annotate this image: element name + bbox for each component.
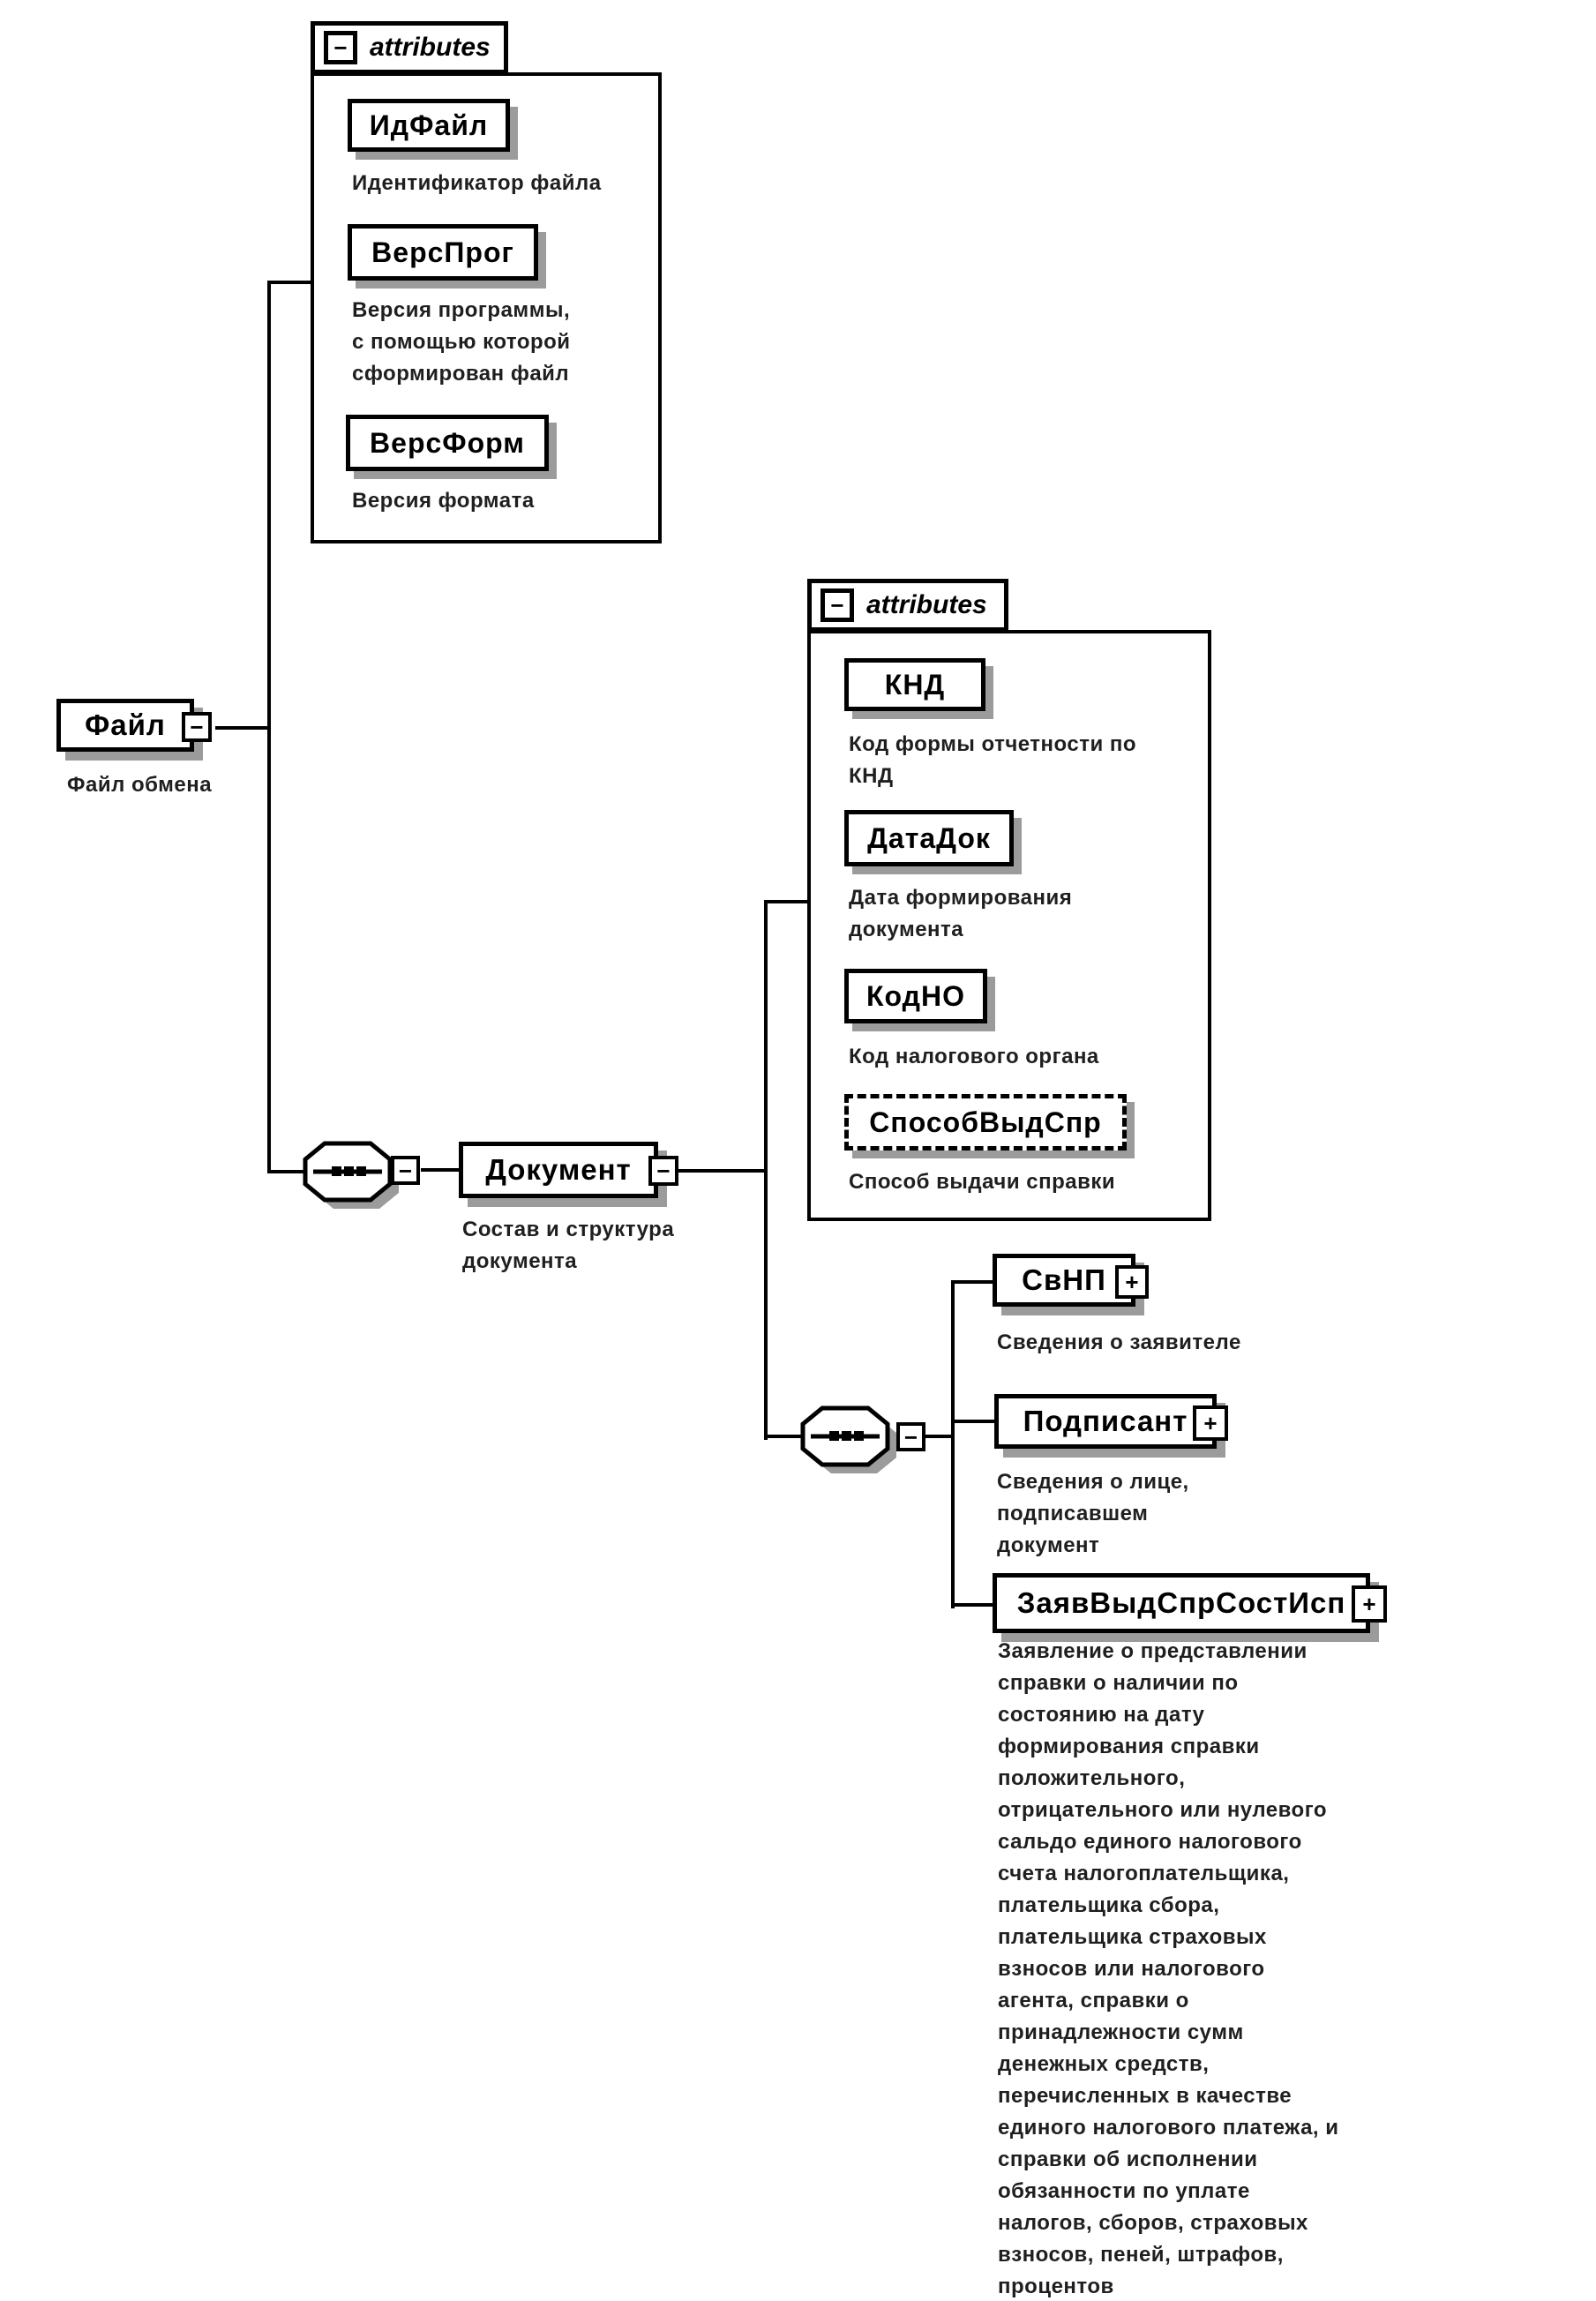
- attribute-versform-label: ВерсФорм: [370, 426, 525, 459]
- trunk-document: [764, 900, 768, 1440]
- connector-file-to-trunk: [215, 726, 270, 730]
- zayav-expand-button[interactable]: [1352, 1585, 1387, 1623]
- attribute-knd-label: КНД: [884, 668, 946, 701]
- attribute-knd[interactable]: [844, 658, 985, 711]
- attribute-idfile-caption: Идентификатор файла: [352, 171, 602, 195]
- attributes-document-title: attributes: [866, 590, 987, 619]
- attribute-kodno-label: КодНО: [866, 979, 965, 1012]
- attributes-file-header: [311, 21, 508, 74]
- attribute-idfile[interactable]: [348, 99, 510, 152]
- dash-icon: −: [398, 1157, 413, 1184]
- file-caption: Файл обмена: [67, 773, 213, 797]
- connector-document-to-trunk2: [678, 1169, 766, 1173]
- svnp-element-label: СвНП: [1022, 1263, 1106, 1296]
- zayav-caption: Заявление о представлении справки о наличии по состоянию на дату формирования справки положительного, отрицательного или нулевого сальдо единого налогового счета налогоплательщика, плательщика сбора, плательщика страховых взносов или налогового агента, справки о принадлежности сумм денежных средств, перечисленных в качестве единого налогового платежа, и справки об исполнении обязанности по уплате налогов, сборов, страховых взносов, пеней, штрафов, процентов: [998, 1639, 1339, 2298]
- sequence-dot: [344, 1166, 354, 1176]
- minus-icon: −: [656, 1158, 671, 1184]
- file-collapse-button[interactable]: [182, 712, 212, 742]
- attribute-kodno-caption: Код налогового органа: [849, 1045, 1099, 1068]
- zayav-element-label: ЗаявВыдСпрСостИсп: [1016, 1586, 1346, 1619]
- branch-to-attributes-document: [764, 900, 811, 903]
- attribute-sposobvydspr-caption: Способ выдачи справки: [849, 1170, 1116, 1194]
- podpisant-element-label: Подписант: [1023, 1405, 1188, 1437]
- zayav-element[interactable]: [993, 1573, 1370, 1633]
- attribute-versform[interactable]: [346, 415, 549, 471]
- sequence-1-handle[interactable]: [391, 1156, 420, 1185]
- minus-icon: −: [333, 34, 348, 61]
- sequence-dot: [829, 1431, 839, 1441]
- svnp-caption: Сведения о заявителе: [997, 1330, 1241, 1354]
- attribute-versprog[interactable]: [348, 224, 538, 281]
- branch-to-svnp: [951, 1280, 994, 1284]
- podpisant-expand-button[interactable]: [1193, 1405, 1228, 1441]
- attribute-datadok-label: ДатаДок: [867, 821, 991, 854]
- sequence-2-handle[interactable]: [896, 1422, 925, 1451]
- svnp-expand-button[interactable]: [1115, 1265, 1149, 1299]
- attribute-versform-caption: Версия формата: [352, 489, 535, 513]
- plus-icon: +: [1362, 1591, 1376, 1617]
- plus-icon: +: [1125, 1269, 1139, 1295]
- sequence-dot: [356, 1166, 366, 1176]
- attribute-datadok-caption: Дата формирования документа: [849, 886, 1073, 941]
- document-element[interactable]: [459, 1142, 658, 1198]
- attribute-knd-caption: Код формы отчетности по КНД: [849, 732, 1137, 788]
- plus-icon: +: [1203, 1410, 1218, 1436]
- attribute-versprog-caption: Версия программы, с помощью которой сформирован файл: [352, 298, 571, 386]
- podpisant-caption: Сведения о лице, подписавшем документ: [997, 1470, 1189, 1557]
- file-element[interactable]: [56, 699, 194, 752]
- attributes-document-collapse-button[interactable]: [820, 588, 854, 622]
- sequence-dot: [332, 1166, 341, 1176]
- connector-sequence1-to-document: [421, 1168, 461, 1172]
- document-collapse-button[interactable]: [648, 1156, 678, 1186]
- minus-icon: −: [190, 714, 204, 740]
- branch-to-attributes-file: [267, 281, 312, 284]
- document-element-label: Документ: [485, 1153, 632, 1186]
- attributes-file-title: attributes: [370, 33, 491, 62]
- file-element-label: Файл: [85, 708, 166, 741]
- branch-to-zayav: [951, 1603, 994, 1607]
- podpisant-element[interactable]: [994, 1394, 1217, 1449]
- connector-sequence2-to-trunk3: [925, 1435, 955, 1438]
- sequence-dot: [842, 1431, 851, 1441]
- attribute-sposobvydspr-label: СпособВыдСпр: [869, 1106, 1102, 1138]
- sequence-dot: [854, 1431, 864, 1441]
- attribute-datadok[interactable]: [844, 810, 1014, 866]
- attribute-idfile-label: ИдФайл: [369, 109, 489, 141]
- svnp-element[interactable]: [993, 1254, 1135, 1307]
- dash-icon: −: [903, 1423, 918, 1450]
- minus-icon: −: [830, 592, 844, 618]
- branch-to-podpisant: [951, 1420, 996, 1423]
- attribute-versprog-label: ВерсПрог: [371, 236, 514, 268]
- trunk-children: [951, 1280, 955, 1608]
- trunk-file: [267, 281, 271, 1173]
- sequence-indicator-2: [799, 1403, 905, 1485]
- attributes-document-header: [807, 579, 1008, 632]
- attributes-file-collapse-button[interactable]: [324, 31, 357, 64]
- document-caption: Состав и структура документа: [462, 1218, 675, 1273]
- attribute-sposobvydspr[interactable]: [844, 1094, 1127, 1150]
- attribute-kodno[interactable]: [844, 969, 987, 1023]
